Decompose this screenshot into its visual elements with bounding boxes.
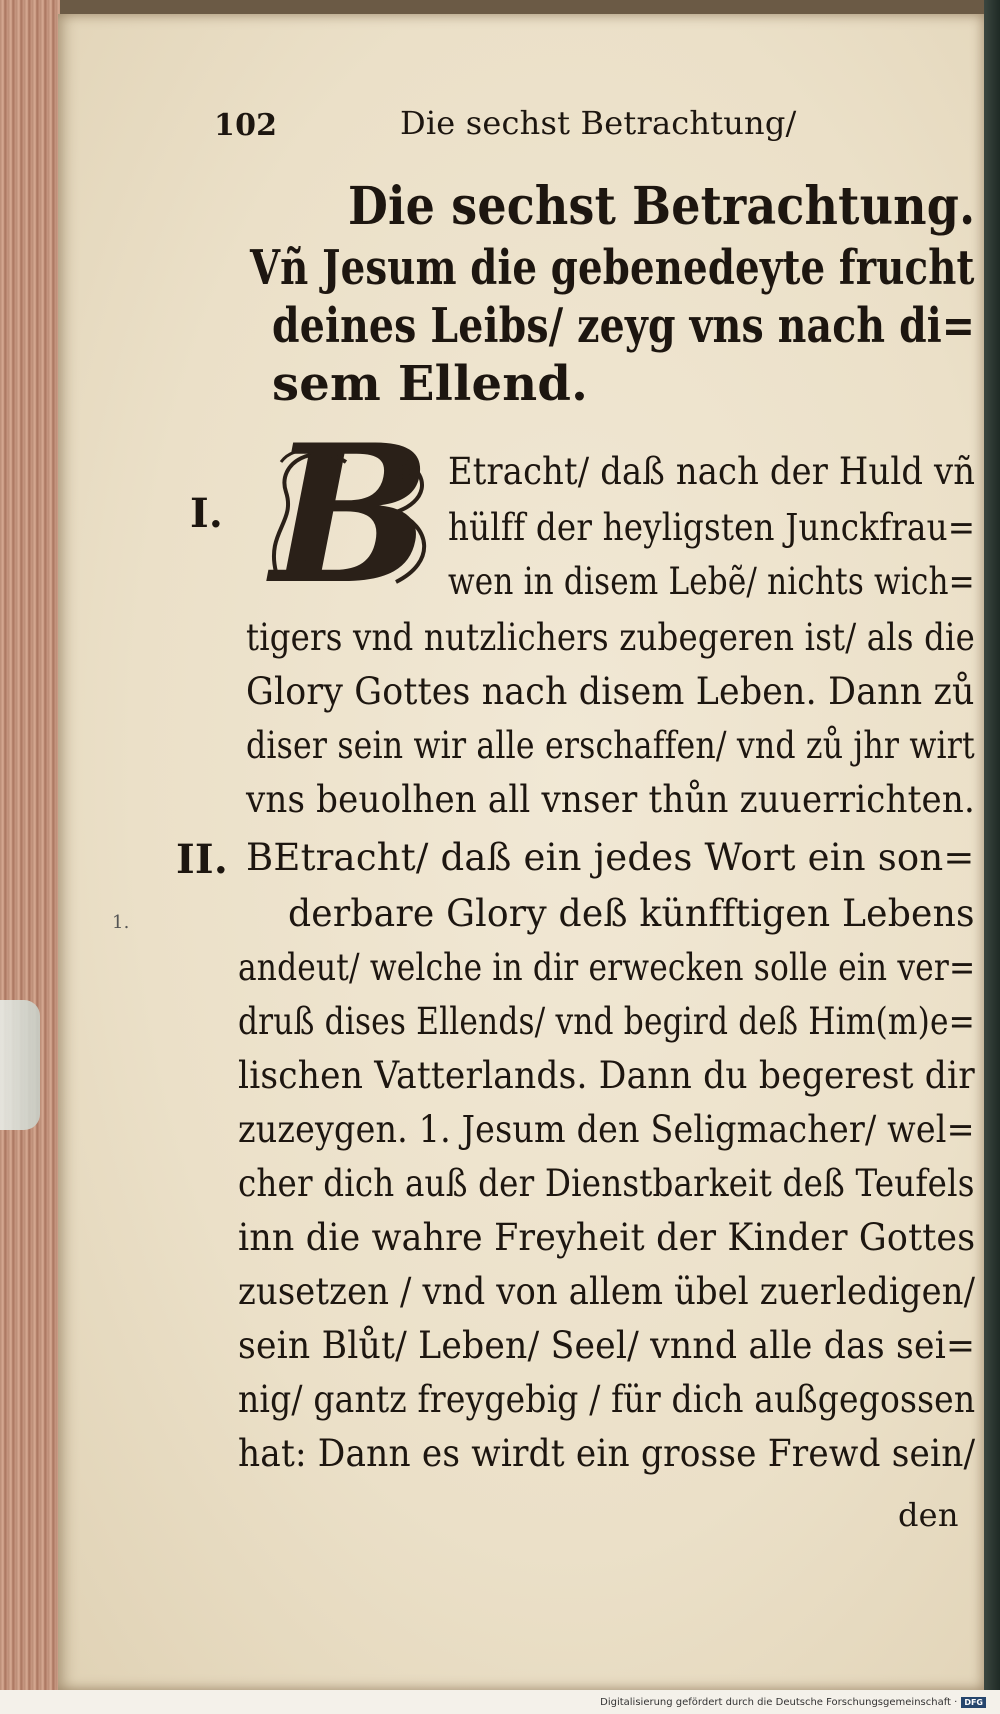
text-line: nig/ gantz freygebig / für dich außgegossen — [238, 1378, 976, 1421]
page-clip — [0, 1000, 40, 1130]
text-line: sein Blůt/ Leben/ Seel/ vnnd alle das sei= — [238, 1324, 976, 1367]
section-title: Die sechst Betrachtung. — [348, 176, 976, 237]
stray-mark: 1. — [112, 912, 130, 933]
footer-credit: Digitalisierung gefördert durch die Deutsche Forschungsgemeinschaft · — [600, 1696, 958, 1708]
text-line: derbare Glory deß künfftigen Lebens — [288, 892, 975, 935]
running-title: Die sechst Betrachtung/ — [400, 104, 797, 142]
book-page-edges — [0, 0, 60, 1714]
section-marker: II. — [176, 836, 228, 883]
text-line: druß dises Ellends/ vnd begird deß Him(m)e= — [238, 1000, 976, 1043]
subtitle-line: Vñ Jesum die gebenedeyte frucht — [250, 240, 975, 296]
section-marker: I. — [190, 490, 224, 537]
text-line: lischen Vatterlands. Dann du begerest dir — [238, 1054, 975, 1097]
dfg-logo: DFG — [961, 1697, 986, 1708]
initial-letter: B — [270, 403, 428, 626]
page-number: 102 — [214, 108, 278, 143]
subtitle-line: sem Ellend. — [272, 356, 589, 412]
text-line: cher dich auß der Dienstbarkeit deß Teufels — [238, 1162, 975, 1205]
text-line: BEtracht/ daß ein jedes Wort ein son= — [246, 836, 975, 879]
book-cover-edge — [984, 0, 1000, 1714]
text-line: Glory Gottes nach disem Leben. Dann zů — [246, 670, 975, 713]
catchword: den — [898, 1496, 959, 1534]
text-line: hat: Dann es wirdt ein grosse Frewd sein/ — [238, 1432, 976, 1475]
decorated-initial — [256, 403, 442, 626]
text-line: tigers vnd nutzlichers zubegeren ist/ als die — [246, 616, 975, 659]
text-line: vns beuolhen all vnser thůn zuuerrichten. — [246, 778, 975, 821]
text-line: diser sein wir alle erschaffen/ vnd zů jhr wirt — [246, 724, 975, 767]
text-line: hülff der heyligsten Junckfrau= — [448, 506, 976, 549]
initial-flourish-icon — [256, 432, 442, 598]
text-line: Etracht/ daß nach der Huld vñ — [448, 450, 976, 493]
digitization-footer — [0, 1690, 1000, 1714]
subtitle-line: deines Leibs/ zeyg vns nach di= — [272, 298, 976, 354]
text-line: inn die wahre Freyheit der Kinder Gottes — [238, 1216, 976, 1259]
text-line: zuzeygen. 1. Jesum den Seligmacher/ wel= — [238, 1108, 975, 1151]
text-line: zusetzen / vnd von allem übel zuerledigen/ — [238, 1270, 976, 1313]
text-line: wen in disem Lebẽ/ nichts wich= — [448, 560, 975, 603]
text-line: andeut/ welche in dir erwecken solle ein ver= — [238, 946, 976, 989]
